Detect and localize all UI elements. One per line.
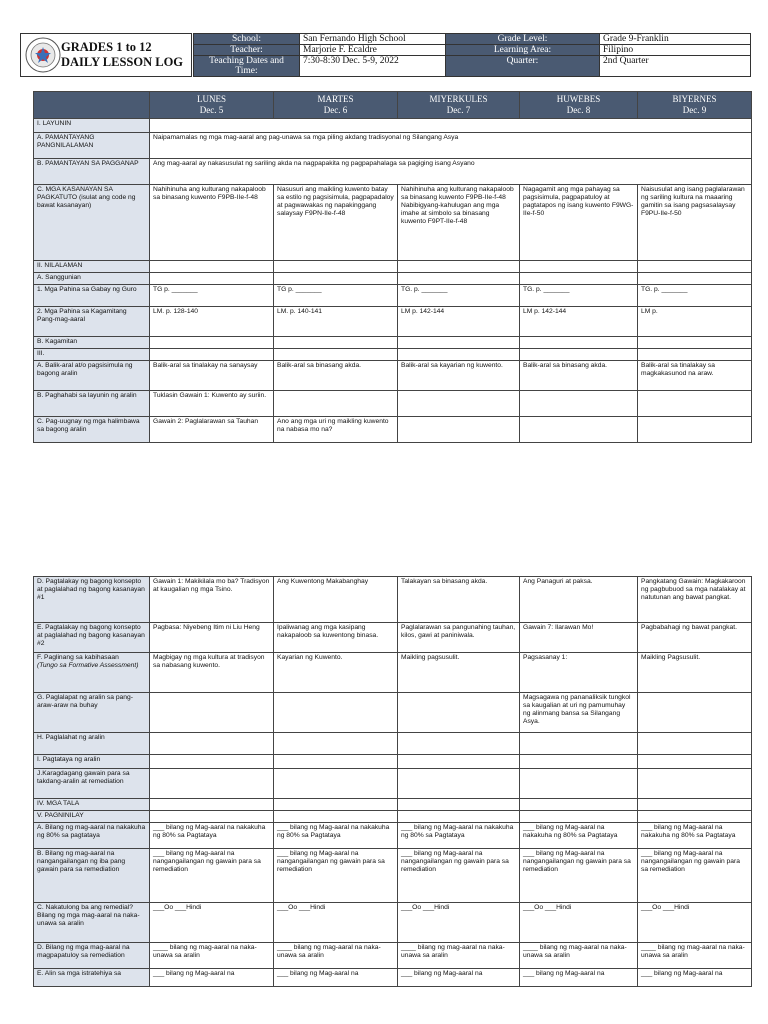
day-cell: Maikling pagsusulit. — [398, 653, 520, 693]
day-cell: ___ bilang ng Mag-aaral na — [150, 969, 274, 987]
day-cell — [398, 733, 520, 755]
table-row — [34, 849, 752, 903]
day-cell — [520, 811, 638, 823]
day-cell: Pangkatang Gawain: Magkakaroon ng pagbubuod sa mga natalakay at natutunan ang bawat pangkat. — [638, 577, 752, 623]
day-cell — [638, 273, 752, 285]
day-cell: LM. p. 140-141 — [274, 307, 398, 337]
day-cell — [638, 337, 752, 349]
day-cell: ___Oo ___Hindi — [150, 903, 274, 943]
day-cell — [638, 417, 752, 443]
day-cell: ___ bilang ng Mag-aaral na nangangailangan ng gawain para sa remediation — [150, 849, 274, 903]
day-cell: ____ bilang ng mag-aaral na naka-unawa sa aralin — [150, 943, 274, 969]
day-date: Dec. 5 — [199, 105, 224, 115]
info-row — [194, 45, 751, 56]
day-cell — [520, 349, 638, 361]
row-label-text: C. Pag-uugnay ng mga halimbawa sa bagong aralin — [37, 418, 140, 433]
table-row — [34, 733, 752, 755]
day-date: Dec. 7 — [446, 105, 471, 115]
table-row — [34, 273, 752, 285]
row-label — [34, 811, 150, 823]
day-cell — [150, 799, 274, 811]
day-cell: ___ bilang ng Mag-aaral na — [638, 969, 752, 987]
row-label-text: D. Pagtalakay ng bagong konsepto at paglalahad ng bagong kasanayan #1 — [37, 578, 145, 601]
table-row — [34, 577, 752, 623]
day-cell — [398, 417, 520, 443]
row-label — [34, 755, 150, 769]
table-row — [34, 185, 752, 261]
day-cell: Naisusulat ang isang paglalarawan ng sariling kultura na maaaring gamitin sa isang pagsasalaysay F9PU-IIe-f-50 — [638, 185, 752, 261]
day-header — [520, 92, 638, 119]
day-cell — [398, 337, 520, 349]
day-cell — [150, 769, 274, 799]
row-label-text: A. Balik-aral at/o pagsisimula ng bagong aralin — [37, 362, 133, 377]
day-cell — [274, 337, 398, 349]
row-label-text: G. Paglalapat ng aralin sa pang-araw-araw na buhay — [37, 694, 133, 709]
row-label-text: B. Bilang ng mag-aaral na nangangailangan ng iba pang gawain para sa remediation — [37, 850, 126, 873]
day-cell — [274, 261, 398, 273]
row-label — [34, 769, 150, 799]
row-label-text: I. LAYUNIN — [37, 120, 72, 127]
merged-cell: Ang mag-aaral ay nakasusulat ng sariling akda na nagpapakita ng pagpapahalaga sa pagiging isang Asyano — [150, 159, 752, 185]
info-row — [194, 34, 751, 45]
day-cell — [398, 273, 520, 285]
day-cell — [274, 733, 398, 755]
row-label — [34, 823, 150, 849]
table-row — [34, 133, 752, 159]
day-cell — [520, 799, 638, 811]
info-value: 7:30-8:30 Dec. 5-9, 2022 — [300, 56, 446, 77]
log-title — [61, 40, 183, 70]
day-cell: TG. p. _______ — [398, 285, 520, 307]
table-row — [34, 119, 752, 133]
table-row — [34, 823, 752, 849]
table-row — [34, 285, 752, 307]
row-label-text: B. Kagamitan — [37, 338, 78, 345]
row-label — [34, 337, 150, 349]
day-cell: Pagbasa: Niyebeng Itim ni Liu Heng — [150, 623, 274, 653]
day-name: MIYERKULES — [429, 94, 488, 104]
day-cell: Maikling Pagsusulit. — [638, 653, 752, 693]
row-label — [34, 391, 150, 417]
info-value: 2nd Quarter — [600, 56, 751, 77]
row-label — [34, 417, 150, 443]
row-label-text: 2. Mga Pahina sa Kagamitang Pang-mag-aaral — [37, 308, 127, 323]
day-cell: LM p. — [638, 307, 752, 337]
day-cell: Balik-aral sa kayarian ng kuwento. — [398, 361, 520, 391]
row-label-text: H. Paglalahat ng aralin — [37, 734, 105, 741]
day-cell: TG. p. _______ — [638, 285, 752, 307]
day-cell — [274, 811, 398, 823]
day-name: BIYERNES — [672, 94, 717, 104]
day-cell — [398, 811, 520, 823]
day-cell: Gawain 2: Paglalarawan sa Tauhan — [150, 417, 274, 443]
table-row — [34, 943, 752, 969]
title-line-2: DAILY LESSON LOG — [61, 55, 184, 69]
row-label — [34, 285, 150, 307]
day-cell: ___ bilang ng Mag-aaral na — [398, 969, 520, 987]
day-cell: Ang Kuwentong Makabanghay — [274, 577, 398, 623]
day-header — [150, 92, 274, 119]
row-label-text: D. Bilang ng mga mag-aaral na magpapatuloy sa remediation — [37, 944, 130, 959]
row-label-text: J.Karagdagang gawain para sa takdang-aralin at remediation — [37, 770, 130, 785]
table-row — [34, 261, 752, 273]
day-cell — [520, 391, 638, 417]
row-label-text: E. Alin sa mga istratehiya sa — [37, 970, 122, 977]
row-label-text: B. Paghahabi sa layunin ng aralin — [37, 392, 137, 399]
day-cell: ____ bilang ng mag-aaral na naka-unawa sa aralin — [398, 943, 520, 969]
day-cell: ___ bilang ng Mag-aaral na nakakuha ng 80% sa Pagtataya — [150, 823, 274, 849]
day-name: MARTES — [317, 94, 354, 104]
day-cell — [150, 337, 274, 349]
day-cell: ___Oo ___Hindi — [520, 903, 638, 943]
row-label — [34, 849, 150, 903]
day-cell: ___ bilang ng Mag-aaral na — [520, 969, 638, 987]
day-cell — [398, 693, 520, 733]
row-label-text: E. Pagtalakay ng bagong konsepto at paglalahad ng bagong kasanayan #2 — [37, 624, 145, 647]
lesson-log-header — [20, 33, 752, 77]
day-cell: TG. p. _______ — [520, 285, 638, 307]
row-label-text: A. Bilang ng mag-aaral na nakakuha ng 80% sa pagtataya — [37, 824, 146, 839]
day-cell — [638, 811, 752, 823]
row-label — [34, 943, 150, 969]
day-cell: Nasusuri ang maikling kuwento batay sa estilo ng pagsisimula, pagpapadaloy at pagwawakas ng napakinggang salaysay F9PN-IIe-f-48 — [274, 185, 398, 261]
day-cell: ___ bilang ng Mag-aaral na nangangailangan ng gawain para sa remediation — [274, 849, 398, 903]
day-date: Dec. 9 — [682, 105, 707, 115]
row-label-text: 1. Mga Pahina sa Gabay ng Guro — [37, 286, 137, 293]
table-row — [34, 653, 752, 693]
day-cell — [150, 349, 274, 361]
row-label — [34, 159, 150, 185]
day-cell — [398, 799, 520, 811]
row-label — [34, 623, 150, 653]
day-cell: Pagbabahagi ng bawat pangkat. — [638, 623, 752, 653]
row-label — [34, 693, 150, 733]
info-label: Teaching Dates and Time: — [194, 56, 300, 77]
info-value: San Fernando High School — [300, 34, 446, 45]
info-table — [193, 33, 751, 77]
day-date: Dec. 6 — [323, 105, 348, 115]
day-cell: Pagsasanay 1: — [520, 653, 638, 693]
day-cell — [638, 693, 752, 733]
day-cell — [150, 693, 274, 733]
day-cell — [398, 755, 520, 769]
day-cell: ___ bilang ng Mag-aaral na nakakuha ng 80% sa Pagtataya — [520, 823, 638, 849]
day-name: LUNES — [197, 94, 226, 104]
row-label-text: IV. MGA TALA — [37, 800, 80, 807]
day-cell: Ano ang mga uri ng maikling kuwento na nabasa mo na? — [274, 417, 398, 443]
day-cell: Kayarian ng Kuwento. — [274, 653, 398, 693]
table-row — [34, 361, 752, 391]
day-cell: ___Oo ___Hindi — [638, 903, 752, 943]
day-cell — [520, 261, 638, 273]
table-row — [34, 391, 752, 417]
table-row — [34, 693, 752, 733]
day-cell: LM p. 142-144 — [520, 307, 638, 337]
row-label-note: (Tungo sa Formative Assessment) — [37, 662, 139, 669]
day-date: Dec. 8 — [566, 105, 591, 115]
table-row — [34, 811, 752, 823]
table-row — [34, 769, 752, 799]
title-box — [20, 33, 192, 77]
day-cell: ___ bilang ng Mag-aaral na nakakuha ng 80% sa Pagtataya — [638, 823, 752, 849]
day-cell — [274, 273, 398, 285]
row-label — [34, 799, 150, 811]
row-label-text: II. NILALAMAN — [37, 262, 83, 269]
day-cell: Balik-aral sa tinalakay na sanaysay — [150, 361, 274, 391]
day-cell: TG p. _______ — [150, 285, 274, 307]
day-cell: ____ bilang ng mag-aaral na naka-unawa sa aralin — [274, 943, 398, 969]
day-cell — [150, 273, 274, 285]
merged-cell — [150, 119, 752, 133]
day-cell — [150, 733, 274, 755]
row-label — [34, 307, 150, 337]
day-cell: Gawain 7: Ilarawan Mo! — [520, 623, 638, 653]
day-cell — [520, 337, 638, 349]
deped-seal-icon — [25, 37, 61, 73]
day-cell — [638, 755, 752, 769]
day-cell — [638, 733, 752, 755]
info-value: Filipino — [600, 45, 751, 56]
day-cell: Gawain 1: Makikilala mo ba? Tradisyon at kaugalian ng mga Tsino. — [150, 577, 274, 623]
day-cell: Paglalarawan sa pangunahing tauhan, kilos, gawi at paniniwala. — [398, 623, 520, 653]
header-blank-cell — [34, 92, 150, 119]
merged-cell: Naipamamalas ng mga mag-aaral ang pag-unawa sa mga piling akdang tradisyonal ng Silangang Asya — [150, 133, 752, 159]
row-label — [34, 273, 150, 285]
day-cell: Balik-aral sa binasang akda. — [274, 361, 398, 391]
lesson-table-bottom — [33, 576, 752, 987]
row-label — [34, 969, 150, 987]
day-cell — [520, 733, 638, 755]
day-cell — [150, 755, 274, 769]
table-row — [34, 799, 752, 811]
info-label: Quarter: — [446, 56, 600, 77]
day-cell — [398, 391, 520, 417]
day-cell: ___ bilang ng Mag-aaral na nangangailangan ng gawain para sa remediation — [398, 849, 520, 903]
day-cell — [638, 349, 752, 361]
row-label — [34, 653, 150, 693]
row-label-text: III. — [37, 350, 45, 357]
day-cell: ___Oo ___Hindi — [398, 903, 520, 943]
day-cell — [150, 261, 274, 273]
row-label — [34, 349, 150, 361]
table-row — [34, 623, 752, 653]
row-label-text: C. Nakatulong ba ang remedial? Bilang ng mga mag-aaral na naka-unawa sa aralin — [37, 904, 140, 927]
row-label-text: I. Pagtataya ng aralin — [37, 756, 101, 763]
day-cell: LM p. 142-144 — [398, 307, 520, 337]
table-row — [34, 159, 752, 185]
day-cell — [638, 261, 752, 273]
info-label: Learning Area: — [446, 45, 600, 56]
day-cell: ___ bilang ng Mag-aaral na nakakuha ng 80% sa Pagtataya — [398, 823, 520, 849]
day-cell — [638, 799, 752, 811]
day-header — [398, 92, 520, 119]
day-cell — [274, 349, 398, 361]
info-row — [194, 56, 751, 77]
row-label — [34, 361, 150, 391]
row-label — [34, 133, 150, 159]
row-label-text: B. PAMANTAYAN SA PAGGANAP — [37, 160, 139, 167]
title-line-1: GRADES 1 to 12 — [61, 40, 152, 54]
row-label — [34, 119, 150, 133]
row-label-text: A. Sanggunian — [37, 274, 81, 281]
day-cell: ___Oo ___Hindi — [274, 903, 398, 943]
day-cell: Ang Panaguri at paksa. — [520, 577, 638, 623]
day-cell — [398, 349, 520, 361]
day-cell: Nahihinuha ang kulturang nakapaloob sa binasang kuwento F9PB-IIe-f-48 — [150, 185, 274, 261]
day-name: HUWEBES — [556, 94, 601, 104]
day-cell: Nagagamit ang mga pahayag sa pagsisimula, pagpapatuloy at pagtatapos ng isang kuwento F9WG-IIe-f-50 — [520, 185, 638, 261]
info-value: Grade 9-Franklin — [600, 34, 751, 45]
day-cell: Magbigay ng mga kultura at tradisyon sa nabasang kuwento. — [150, 653, 274, 693]
info-label: Teacher: — [194, 45, 300, 56]
day-cell — [274, 799, 398, 811]
row-label-text: V. PAGNINILAY — [37, 812, 84, 819]
day-header — [638, 92, 752, 119]
day-cell — [520, 769, 638, 799]
day-cell: Tuklasin Gawain 1: Kuwento ay suriin. — [150, 391, 274, 417]
row-label — [34, 733, 150, 755]
info-value: Marjorie F. Ecaldre — [300, 45, 446, 56]
day-cell — [274, 693, 398, 733]
day-cell — [398, 769, 520, 799]
lesson-table-top — [33, 91, 752, 443]
row-label-text: F. Paglinang sa kabihasaan — [37, 654, 119, 661]
day-cell: ___ bilang ng Mag-aaral na nangangailangan ng gawain para sa remediation — [520, 849, 638, 903]
day-cell: ___ bilang ng Mag-aaral na — [274, 969, 398, 987]
day-cell: Magsagawa ng pananaliksik tungkol sa kaugalian at uri ng pamumuhay ng alinmang bansa sa Silangang Asya. — [520, 693, 638, 733]
day-cell: TG p. _______ — [274, 285, 398, 307]
table-row — [34, 969, 752, 987]
table-row — [34, 755, 752, 769]
day-cell: ___ bilang ng Mag-aaral na nakakuha ng 80% sa Pagtataya — [274, 823, 398, 849]
day-header — [274, 92, 398, 119]
row-label-text: A. PAMANTAYANG PANGNILALAMAN — [37, 134, 95, 149]
day-cell — [520, 755, 638, 769]
day-cell — [638, 391, 752, 417]
day-cell — [274, 769, 398, 799]
day-cell: ____ bilang ng mag-aaral na naka-unawa sa aralin — [638, 943, 752, 969]
row-label — [34, 903, 150, 943]
day-cell: ____ bilang ng mag-aaral na naka-unawa sa aralin — [520, 943, 638, 969]
table-row — [34, 307, 752, 337]
row-label — [34, 261, 150, 273]
day-cell: Balik-aral sa binasang akda. — [520, 361, 638, 391]
day-cell — [274, 755, 398, 769]
row-label-text: C. MGA KASANAYAN SA PAGKATUTO (isulat ang code ng bawat kasanayan) — [37, 186, 136, 209]
day-cell: Nahihinuha ang kulturang nakapaloob sa binasang kuwento F9PB-IIe-f-48 Nabibigyang-kahulugan ang mga imahe at simbolo sa binasang kuwento F9PT-IIe-f-48 — [398, 185, 520, 261]
day-cell: ___ bilang ng Mag-aaral na nangangailangan ng gawain para sa remediation — [638, 849, 752, 903]
table-row — [34, 417, 752, 443]
table-row — [34, 337, 752, 349]
row-label — [34, 577, 150, 623]
day-cell — [150, 811, 274, 823]
day-cell — [274, 391, 398, 417]
day-cell — [520, 417, 638, 443]
day-cell — [398, 261, 520, 273]
info-label: Grade Level: — [446, 34, 600, 45]
table-row — [34, 349, 752, 361]
day-cell: Ipaliwanag ang mga kasipang nakapaloob sa kuwentong binasa. — [274, 623, 398, 653]
info-label: School: — [194, 34, 300, 45]
day-cell — [520, 273, 638, 285]
day-cell: Balik-aral sa tinalakay sa magkakasunod na araw. — [638, 361, 752, 391]
table-row — [34, 903, 752, 943]
day-cell — [638, 769, 752, 799]
row-label — [34, 185, 150, 261]
day-cell: Talakayan sa binasang akda. — [398, 577, 520, 623]
day-cell: LM. p. 128-140 — [150, 307, 274, 337]
